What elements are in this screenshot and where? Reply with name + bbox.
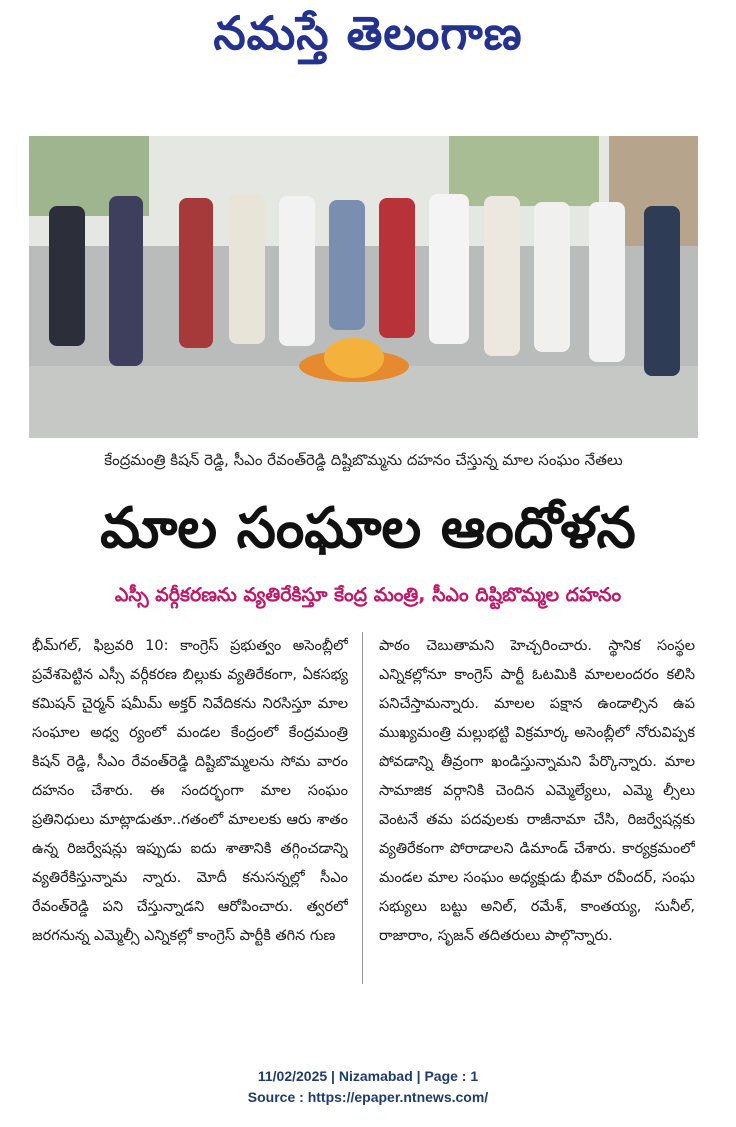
- column-divider: [362, 632, 363, 984]
- photo-caption: కేంద్రమంత్రి కిషన్ రెడ్డి, సీఎం రేవంత్‌రెడ్డి దిష్టిబొమ్మను దహనం చేస్తున్న మాల సంఘం నేతలు: [104, 451, 623, 469]
- newspaper-masthead: [0, 0, 736, 78]
- footer-date-edition-page: 11/02/2025 | Nizamabad | Page : 1: [257, 1068, 479, 1084]
- masthead-title: నమస్తే తెలంగాణ: [213, 6, 523, 60]
- article-body-left-column: భీమ్‌గల్, ఫిబ్రవరి 10: కాంగ్రెస్ ప్రభుత్వం అసెంబ్లీలో ప్రవేశపెట్టిన ఎస్సీ వర్గీకరణ బిల్లుకు వ్యతిరేకంగా, ఏకసభ్య కమిషన్ చైర్మన్ షమీమ్ అక్తర్ నివేదికను నిరసిస్తూ మాల సంఘాల అధ్వ ర్యంలో మండల కేంద్రంలో కేంద్రమంత్రి కిషన్ రెడ్డి, సీఎం రేవంత్‌రెడ్డి దిష్టిబొమ్మలను సోమ వారం దహనం చేశారు. ఈ సందర్భంగా మాల సంఘం ప్రతినిధులు మాట్లాడుతూ..గతంలో మాలలకు ఆరు శాతం ఉన్న రిజర్వేషన్లు ఇప్పుడు ఐదు శాతానికి తగ్గించడాన్ని వ్యతిరేకిస్తున్నామ న్నారు. మోదీ కనుసన్నల్లో సీఎం రేవంత్‌రెడ్డి పని చేస్తున్నాడని ఆరోపించారు. త్వరలో జరగనున్న ఎమ్మెల్సీ ఎన్నికల్లో కాంగ్రెస్ పార్టీకి తగిన గుణ: [32, 638, 348, 944]
- news-photo: [29, 136, 698, 438]
- footer-source: Source : https://epaper.ntnews.com/: [247, 1089, 489, 1105]
- article-body-right-column: పాఠం చెబుతామని హెచ్చరించారు. స్థానిక సంస్థల ఎన్నికల్లోనూ కాంగ్రెస్ పార్టీ ఓటమికి మాలలందరం కలిసి పనిచేస్తామన్నారు. మాలల పక్షాన ఉండాల్సిన ఉప ముఖ్యమంత్రి మల్లుభట్టి విక్రమార్క అసెంబ్లీలో నోరువిప్పక పోవడాన్ని తీవ్రంగా ఖండిస్తున్నామని పేర్కొన్నారు. మాల సామాజిక వర్గానికి చెందిన ఎమ్మెల్యేలు, ఎమ్మె ల్సీలు వెంటనే తమ పదవులకు రాజీనామా చేసి, రిజర్వేషన్లకు వ్యతిరేకంగా పోరాడాలని డిమాండ్ చేశారు. కార్యక్రమంలో మండల మాల సంఘం అధ్యక్షుడు భీమా రవీందర్, సంఘ సభ్యులు బట్టు అనిల్, రమేశ్, కాంతయ్య, సునీల్, రాజారాం, సృజన్ తదితరులు పాల్గొన్నారు.: [379, 638, 695, 944]
- article-subheadline: ఎస్సీ వర్గీకరణను వ్యతిరేకిస్తూ కేంద్ర మంత్రి, సీఎం దిష్టిబొమ్మల దహనం: [114, 584, 622, 606]
- protest-photo-illustration: [29, 136, 698, 438]
- article-headline: మాల సంఘాల ఆందోళన: [100, 496, 636, 561]
